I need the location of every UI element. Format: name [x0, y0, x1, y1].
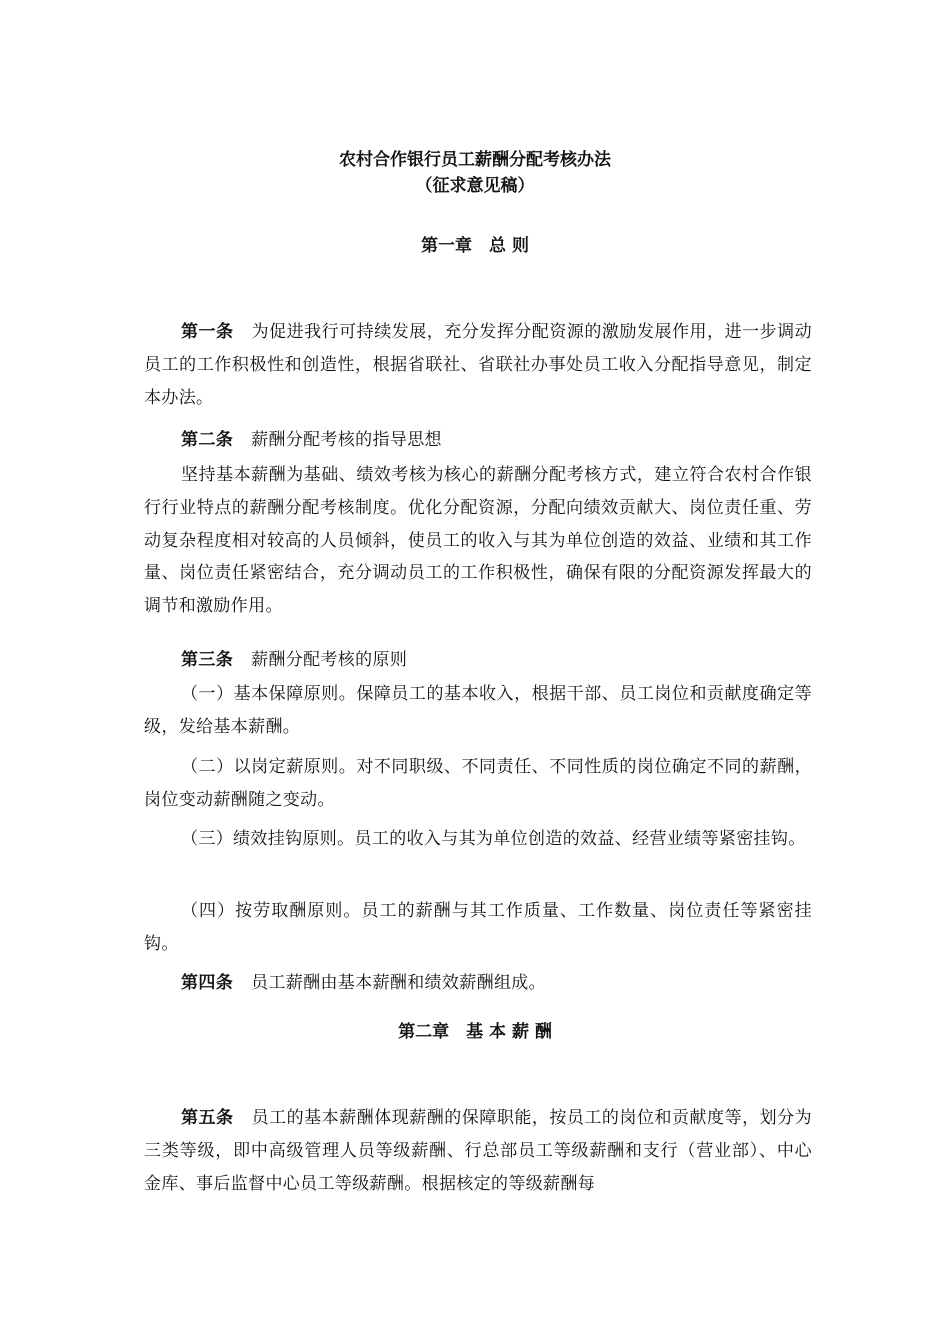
article-text: 员工的基本薪酬体现薪酬的保障职能，按员工的岗位和贡献度等，划分为三类等级，即中高级管理人员等级薪酬、行总部员工等级薪酬和支行（营业部）、中心金库、事后监督中心员工等级薪酬。根据核定的等级薪酬每 — [144, 1108, 812, 1194]
article-label: 第一条 — [181, 322, 234, 342]
list-paragraph — [144, 678, 812, 744]
article-paragraph — [144, 316, 812, 414]
list-paragraph — [144, 895, 812, 961]
article-label: 第四条 — [181, 973, 234, 993]
paragraph-text: （一）基本保障原则。保障员工的基本收入，根据干部、员工岗位和贡献度确定等级，发给基本薪酬。 — [144, 684, 812, 737]
list-paragraph — [144, 823, 812, 856]
article-text: 薪酬分配考核的原则 — [251, 650, 408, 670]
article-paragraph — [144, 424, 812, 457]
paragraph-text: （三）绩效挂钩原则。员工的收入与其为单位创造的效益、经营业绩等紧密挂钩。 — [181, 829, 806, 849]
paragraph-text: （二）以岗定薪原则。对不同职级、不同责任、不同性质的岗位确定不同的薪酬，岗位变动薪酬随之变动。 — [144, 757, 812, 810]
article-label: 第五条 — [181, 1108, 234, 1128]
article-label: 第三条 — [181, 650, 234, 670]
article-paragraph — [144, 1102, 812, 1200]
article-text: 薪酬分配考核的指导思想 — [251, 430, 442, 450]
paragraph-text: （四）按劳取酬原则。员工的薪酬与其工作质量、工作数量、岗位责任等紧密挂钩。 — [144, 901, 812, 954]
paragraph-text: 坚持基本薪酬为基础、绩效考核为核心的薪酬分配考核方式，建立符合农村合作银行行业特点的薪酬分配考核制度。优化分配资源，分配向绩效贡献大、岗位责任重、劳动复杂程度相对较高的人员倾斜，使员工的收入与其为单位创造的效益、业绩和其工作量、岗位责任紧密结合，充分调动员工的工作积极性，确保有限的分配资源发挥最大的调节和激励作用。 — [144, 465, 812, 617]
article-label: 第二条 — [181, 430, 234, 450]
article-text: 为促进我行可持续发展，充分发挥分配资源的激励发展作用，进一步调动员工的工作积极性和创造性，根据省联社、省联社办事处员工收入分配指导意见，制定本办法。 — [144, 322, 812, 408]
list-paragraph — [144, 751, 812, 817]
article-paragraph — [144, 644, 812, 677]
document-title: 农村合作银行员工薪酬分配考核办法 — [339, 150, 611, 170]
article-text: 员工薪酬由基本薪酬和绩效薪酬组成。 — [251, 973, 547, 993]
article-paragraph — [144, 967, 812, 1000]
chapter-heading-2: 第二章 基 本 薪 酬 — [398, 1022, 552, 1042]
document-subtitle: （征求意见稿） — [415, 176, 535, 196]
body-paragraph — [144, 459, 812, 623]
chapter-heading-1: 第一章 总 则 — [421, 236, 529, 256]
